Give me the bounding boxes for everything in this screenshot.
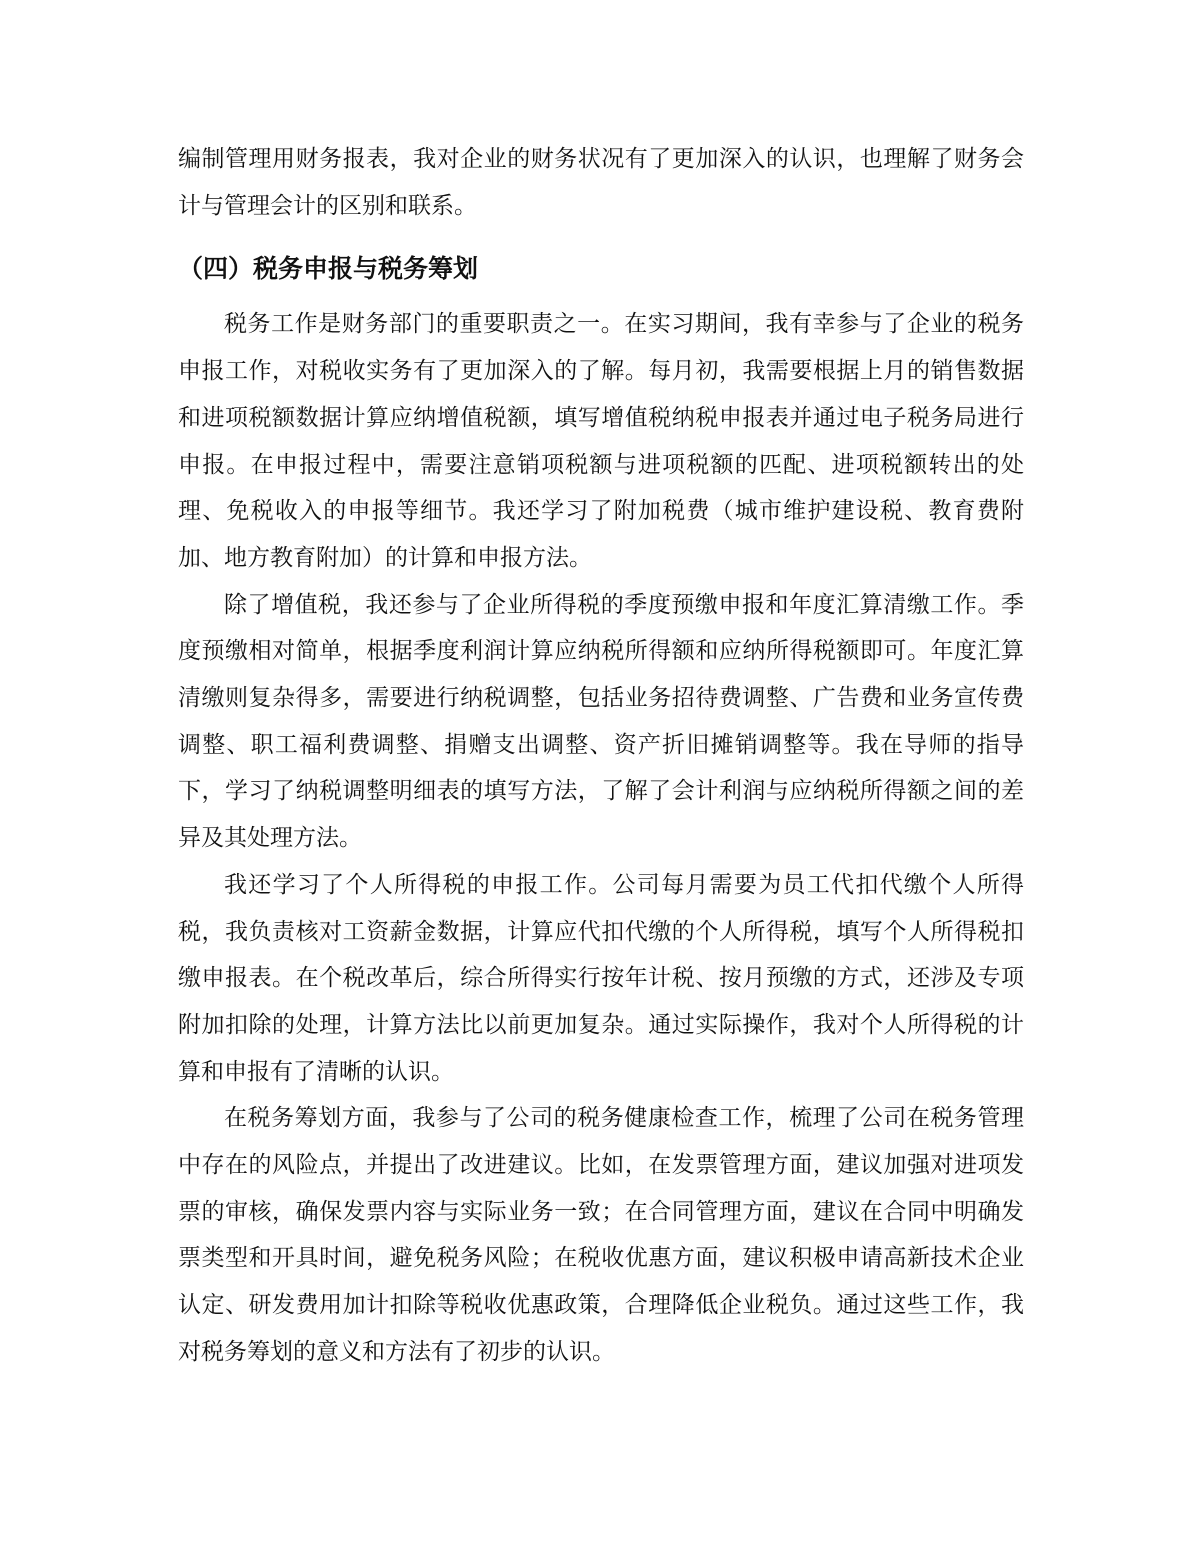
section-heading: （四）税务申报与税务筹划: [178, 254, 479, 284]
paragraph-tax-planning: 在税务筹划方面，我参与了公司的税务健康检查工作，梳理了公司在税务管理中存在的风险点，并提出了改进建议。比如，在发票管理方面，建议加强对进项发票的审核，确保发票内容与实际业务一致；在合同管理方面，建议在合同中明确发票类型和开具时间，避免税务风险；在税收优惠方面，建议积极申请高新技术企业认定、研发费用加计扣除等税收优惠政策，合理降低企业税负。通过这些工作，我对税务筹划的意义和方法有了初步的认识。: [178, 1105, 1024, 1365]
paragraph-individual-income-tax: 我还学习了个人所得税的申报工作。公司每月需要为员工代扣代缴个人所得税，我负责核对工资薪金数据，计算应代扣代缴的个人所得税，填写个人所得税扣缴申报表。在个税改革后，综合所得实行按年计税、按月预缴的方式，还涉及专项附加扣除的处理，计算方法比以前更加复杂。通过实际操作，我对个人所得税的计算和申报有了清晰的认识。: [178, 871, 1024, 1085]
paragraph-corporate-income-tax: 除了增值税，我还参与了企业所得税的季度预缴申报和年度汇算清缴工作。季度预缴相对简单，根据季度利润计算应纳税所得额和应纳所得税额即可。年度汇算清缴则复杂得多，需要进行纳税调整，包括业务招待费调整、广告费和业务宣传费调整、职工福利费调整、捐赠支出调整、资产折旧摊销调整等。我在导师的指导下，学习了纳税调整明细表的填写方法，了解了会计利润与应纳税所得额之间的差异及其处理方法。: [178, 591, 1024, 852]
continued-paragraph: 编制管理用财务报表，我对企业的财务状况有了更加深入的认识，也理解了财务会计与管理会计的区别和联系。: [178, 146, 1024, 219]
document-body: [178, 136, 1024, 1376]
paragraph-vat-filing: 税务工作是财务部门的重要职责之一。在实习期间，我有幸参与了企业的税务申报工作，对税收实务有了更加深入的了解。每月初，我需要根据上月的销售数据和进项税额数据计算应纳增值税额，填写增值税纳税申报表并通过电子税务局进行申报。在申报过程中，需要注意销项税额与进项税额的匹配、进项税额转出的处理、免税收入的申报等细节。我还学习了附加税费（城市维护建设税、教育费附加、地方教育附加）的计算和申报方法。: [178, 311, 1024, 571]
